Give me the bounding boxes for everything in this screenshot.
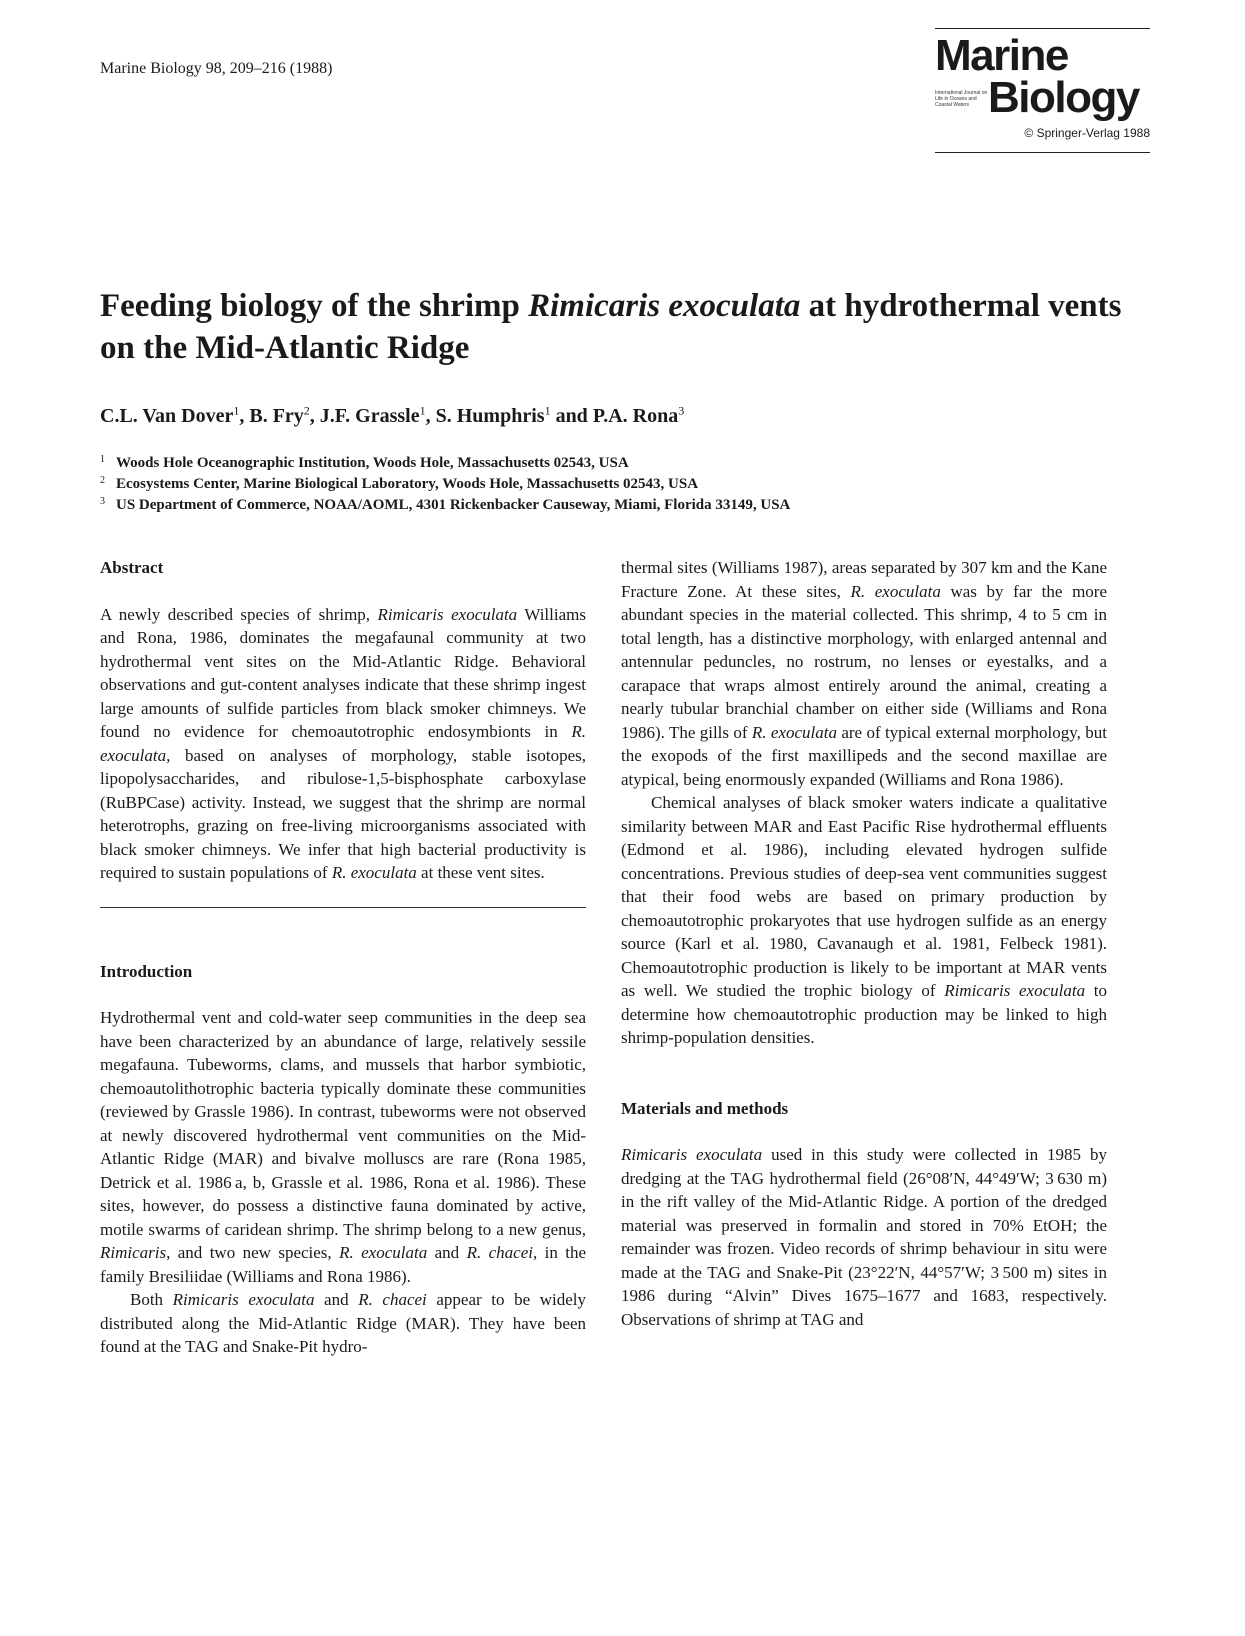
body-text: used in this study were collected in 1985 by dredging at the TAG hydrothermal field (26°08′N, 44°49′W; 3 630 m) in the rift valley of the Mid-Atlantic Ridge. A portion of the dredged material was preserved in formalin and stored in 70% EtOH; the remainder was frozen. Video records of shrimp behaviour in situ were made at the TAG and Snake-Pit (23°22′N, 44°57′W; 3 500 m) sites in 1986 during “Alvin” Dives 1675–1677 and 1683, respectively. Observations of shrimp at TAG and — [621, 1145, 1107, 1329]
affiliation-item — [100, 495, 790, 516]
species-name: R. exoculata, — [100, 722, 586, 765]
author-affil-mark: 3 — [678, 403, 685, 418]
body-text: and two new species, — [170, 1243, 340, 1262]
logo-word-marine: Marine — [935, 31, 1068, 80]
journal-logo — [930, 28, 1150, 154]
affiliation-number: 2 — [100, 475, 105, 486]
species-name: Rimicaris exoculata — [944, 981, 1086, 1000]
abstract-text: A newly described species of shrimp, — [100, 604, 378, 624]
introduction-continued-paragraph — [621, 556, 1107, 791]
affiliation-number: 3 — [100, 496, 105, 507]
article-title — [100, 285, 1160, 369]
body-text: appear to be widely distributed along the Mid-Atlantic Ridge (MAR). They have been found at the TAG and Snake-Pit hydro- — [100, 1290, 586, 1356]
logo-bottom-rule — [935, 152, 1150, 153]
author-separator: , — [239, 405, 250, 427]
body-text: Chemical analyses of black smoker waters indicate a qualitative similarity between MAR and East Pacific Rise hydrothermal effluents (Edmond et al. 1986), including elevated hydrogen sulfide concentrations. Previous studies of deep-sea vent communities suggest that their food webs are based on primary production by chemoautotrophic prokaryotes that use hydrogen sulfide as an energy source (Karl et al. 1980, Cavanaugh et al. 1981, Felbeck 1981). Chemoautotrophic production is likely to be important at MAR vents as well. We studied the trophic biology of — [621, 793, 1107, 1000]
logo-subtitle: International Journal on Life in Oceans and Coastal Waters — [935, 90, 988, 108]
methods-heading: Materials and methods — [621, 1098, 789, 1118]
affiliation-text: Woods Hole Oceanographic Institution, Woods Hole, Massachusetts 02543, USA — [116, 455, 629, 471]
author-list — [100, 405, 684, 428]
body-text: to determine how chemoautotrophic production may be linked to high shrimp-population densities. — [621, 981, 1107, 1047]
introduction-paragraph — [100, 1006, 586, 1288]
abstract-text: at these vent sites. — [416, 863, 545, 882]
author-affil-mark: 1 — [419, 403, 426, 418]
body-text: Both — [130, 1290, 173, 1309]
copyright-notice: © Springer-Verlag 1988 — [1024, 126, 1150, 140]
affiliation-item — [100, 453, 790, 474]
body-text: and — [314, 1290, 359, 1309]
species-name: R. chacei — [358, 1290, 427, 1309]
abstract-heading: Abstract — [100, 558, 164, 577]
author-name: S. Humphris — [435, 405, 545, 427]
author-affil-mark: 1 — [544, 403, 551, 418]
body-text: are of typical external morphology, but the exopods of the first maxillipeds and the second maxillae are atypical, being enormously expanded (Williams and Rona 1986). — [621, 722, 1108, 789]
logo-top-rule — [935, 28, 1150, 29]
author-affil-mark: 1 — [233, 403, 240, 418]
author-name: P.A. Rona — [592, 405, 679, 427]
body-text: was by far the more abundant species in the material collected. This shrimp, 4 to 5 cm in total length, has a distinctive morphology, with enlarged antennal and antennular peduncles, no rostrum, no lenses or eyestalks, and a carapace that wraps almost entirely around the animal, creating a nearly tubular branchial chamber on either side (Williams and Rona 1986). The gills of — [621, 581, 1108, 742]
body-text: in the family Bresiliidae (Williams and Rona 1986). — [100, 1243, 587, 1286]
abstract-paragraph — [100, 603, 586, 885]
author-separator: , — [425, 405, 436, 427]
species-name: R. exoculata — [850, 581, 941, 601]
species-name: R. exoculata — [751, 722, 837, 742]
left-column — [100, 556, 586, 1359]
abstract-text: based on analyses of morphology, stable isotopes, lipopolysaccharides, and ribulose-1,5-bisphosphate carboxylase (RuBPCase) activity. Instead, we suggest that the shrimp are normal heterotrophs, grazing on free-living microorganisms associated with black smoker chimneys. We infer that high bacterial productivity is required to sustain populations of — [100, 745, 586, 882]
species-name: R. exoculata — [331, 863, 417, 882]
introduction-paragraph — [100, 1288, 586, 1359]
species-name: R. exoculata — [339, 1243, 428, 1262]
body-text: and — [427, 1243, 467, 1262]
abstract-text: Williams and Rona, 1986, dominates the megafaunal community at two hydrothermal vent sites on the Mid-Atlantic Ridge. Behavioral observations and gut-content analyses indicate that these shrimp ingest large amounts of sulfide particles from black smoker chimneys. We found no evidence for chemoautotrophic endosymbionts in — [100, 604, 586, 741]
species-name: Rimicaris exoculata — [621, 1145, 763, 1164]
species-name: Rimicaris exoculata — [172, 1290, 315, 1309]
right-column — [621, 556, 1107, 1331]
author-separator-and: and — [550, 405, 593, 427]
author-name: B. Fry — [249, 405, 304, 427]
author-affil-mark: 2 — [303, 403, 310, 418]
author-name: J.F. Grassle — [319, 405, 420, 427]
genus-name: Rimicaris, — [100, 1243, 171, 1262]
affiliation-text: US Department of Commerce, NOAA/AOML, 4301 Rickenbacker Causeway, Miami, Florida 33149, USA — [116, 497, 791, 513]
affiliation-number: 1 — [100, 454, 105, 465]
body-text: thermal sites (Williams 1987), areas separated by 307 km and the Kane Fracture Zone. At these sites, — [621, 558, 1107, 601]
title-species: Rimicaris exoculata — [528, 288, 801, 324]
introduction-paragraph — [621, 791, 1107, 1050]
title-text-1: Feeding biology of the shrimp — [100, 288, 529, 324]
author-name: C.L. Van Dover — [100, 405, 234, 427]
methods-paragraph — [621, 1143, 1107, 1331]
affiliation-list — [100, 453, 790, 516]
author-separator: , — [309, 405, 320, 427]
species-name: R. chacei, — [466, 1243, 538, 1262]
species-name: Rimicaris exoculata — [377, 604, 518, 624]
affiliation-item — [100, 474, 790, 495]
journal-citation: Marine Biology 98, 209–216 (1988) — [100, 60, 333, 77]
affiliation-text: Ecosystems Center, Marine Biological Laboratory, Woods Hole, Massachusetts 02543, USA — [116, 476, 699, 492]
body-text: Hydrothermal vent and cold-water seep communities in the deep sea have been characterized by an abundance of large, relatively sessile megafauna. Tubeworms, clams, and mussels that harbor symbiotic, chemoautolithotrophic bacteria typically dominate these communities (reviewed by Grassle 1986). In contrast, tubeworms were not observed at newly discovered hydrothermal vent communities on the Mid-Atlantic Ridge (MAR) and bivalve molluscs are rare (Rona 1985, Detrick et al. 1986 a, b, Grassle et al. 1986, Rona et al. 1986). These sites, however, do possess a distinctive fauna dominated by active, motile swarms of caridean shrimp. The shrimp belong to a new genus, — [100, 1008, 586, 1239]
logo-word-biology: Biology — [988, 73, 1139, 122]
title-text-2: at hydrothermal vents on the Mid-Atlantic Ridge — [100, 288, 1122, 366]
introduction-heading: Introduction — [100, 961, 193, 981]
